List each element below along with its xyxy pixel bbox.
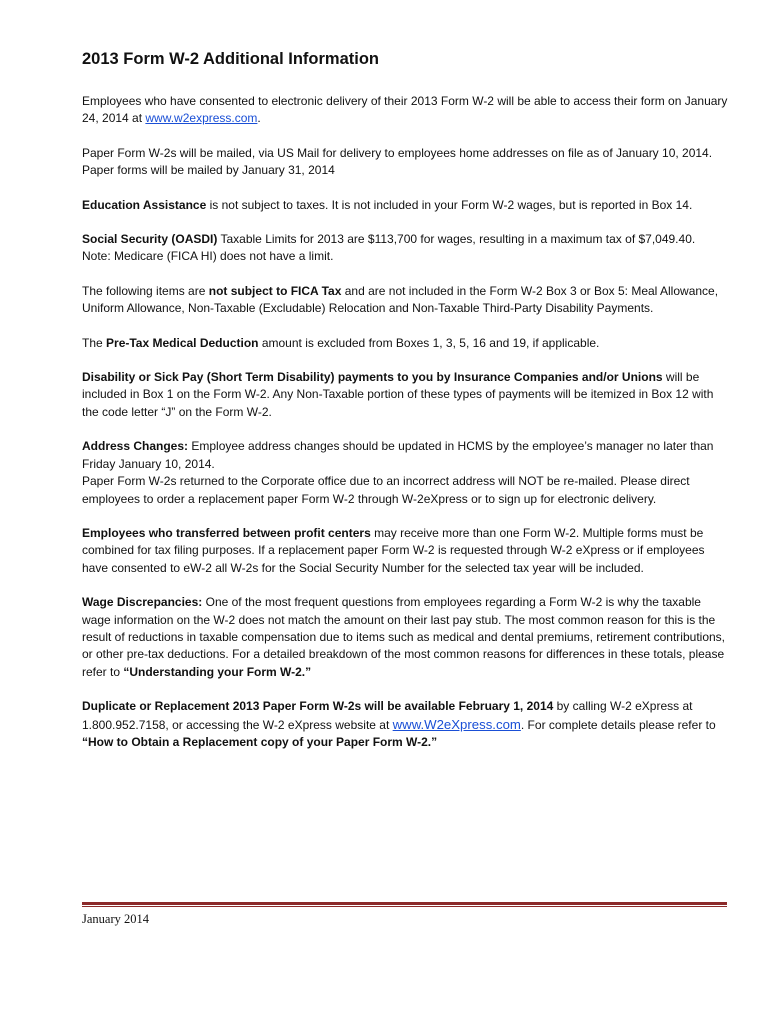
w2express-website-link[interactable]: www.W2eXpress.com — [392, 716, 521, 732]
paragraph-disability — [82, 369, 730, 421]
p11-bold: Duplicate or Replacement 2013 Paper Form W-2s will be available February 1, 2014 — [82, 699, 554, 714]
document-body — [82, 48, 730, 768]
paragraph-transferred-employees — [82, 525, 730, 577]
paragraph-address-changes — [82, 438, 730, 508]
p9-text: may receive more than one Form W-2. Multiple forms must be combined for tax filing purposes. If a replacement paper Form W-2 is requested through W-2 eXpress or if employees have consented to eW-2 all W-2s for the Social Security Number for the selected tax year will be included. — [82, 525, 705, 575]
p6-bold: Pre-Tax Medical Deduction — [106, 335, 259, 350]
paragraph-electronic-delivery — [82, 93, 730, 128]
p8-bold: Address Changes: — [82, 439, 189, 454]
p6-pre: The — [82, 335, 107, 350]
p5-bold: not subject to FICA Tax — [208, 283, 342, 298]
p4-bold: Social Security (OASDI) — [82, 232, 218, 247]
p9-bold: Employees who transferred between profit centers — [82, 525, 371, 540]
p7-bold: Disability or Sick Pay (Short Term Disability) payments to you by Insurance Companies and/or Unions — [82, 370, 663, 385]
paragraph-pretax-medical — [82, 335, 730, 352]
p4-text: Taxable Limits for 2013 are $113,700 for wages, resulting in a maximum tax of $7,049.40. — [217, 232, 696, 247]
p2-text: Paper Form W-2s will be mailed, via US Mail for delivery to employees home addresses on file as of January 10, 2014. Paper forms will be mailed by January 31, 2014 — [82, 145, 713, 178]
p11-text2: . For complete details please refer to — [520, 717, 716, 732]
p11-bold2: “How to Obtain a Replacement copy of your Paper Form W-2.” — [82, 734, 438, 749]
p1-text: Employees who have consented to electronic delivery of their 2013 Form W-2 will be able to access their form on January 24, 2014 at — [82, 94, 728, 126]
footer-date: January 2014 — [82, 912, 149, 926]
p5-pre: The following items are — [82, 283, 209, 298]
p10-bold: Wage Discrepancies: — [82, 595, 203, 610]
p11-text: by calling W-2 eXpress at 1.800.952.7158, or accessing the W-2 eXpress website at — [82, 699, 693, 732]
p3-text: is not subject to taxes. It is not included in your Form W-2 wages, but is reported in Box 14. — [206, 197, 693, 212]
page-title: 2013 Form W-2 Additional Information — [82, 50, 379, 68]
paragraph-education-assistance — [82, 197, 730, 214]
p4-note: Note: Medicare (FICA HI) does not have a limit. — [82, 249, 334, 264]
paragraph-fica-exempt — [82, 283, 730, 318]
p8-text: Employee address changes should be updated in HCMS by the employee’s manager no later than Friday January 10, 2014. — [82, 439, 714, 471]
p5-text: and are not included in the Form W-2 Box 3 or Box 5: Meal Allowance, Uniform Allowance, Non-Taxable (Excludable) Relocation and Non-Taxable Third-Party Disability Payments. — [82, 283, 719, 316]
p7-text: will be included in Box 1 on the Form W-2. Any Non-Taxable portion of these types of payments will be itemized in Box 12 with the code letter “J” on the Form W-2. — [82, 370, 714, 419]
paragraph-wage-discrepancies — [82, 594, 730, 681]
p6-text: amount is excluded from Boxes 1, 3, 5, 16 and 19, if applicable. — [258, 335, 600, 350]
footer-divider — [82, 902, 727, 907]
p10-text: One of the most frequent questions from employees regarding a Form W-2 is why the taxable wage information on the W-2 does not match the amount on their last pay stub. The most common reason for this is the result of reductions in taxable compensation due to items such as medical and dental premiums, retirement contributions, or other pre-tax deductions. For a detailed breakdown of the most common reasons for differences in these totals, please refer to — [82, 595, 725, 679]
p1-tail: . — [257, 111, 261, 126]
p10-bold2: “Understanding your Form W-2.” — [123, 664, 312, 679]
p3-bold: Education Assistance — [82, 197, 207, 212]
paragraph-paper-mailing — [82, 145, 730, 180]
paragraph-social-security — [82, 231, 730, 266]
p8-line2: Paper Form W-2s returned to the Corporate office due to an incorrect address will NOT be re-mailed. Please direct employees to order a replacement paper Form W-2 through W-2eXpress or to sign up for electronic delivery. — [82, 474, 690, 506]
w2express-link[interactable]: www.w2express.com — [145, 111, 258, 126]
paragraph-replacement — [82, 698, 730, 751]
